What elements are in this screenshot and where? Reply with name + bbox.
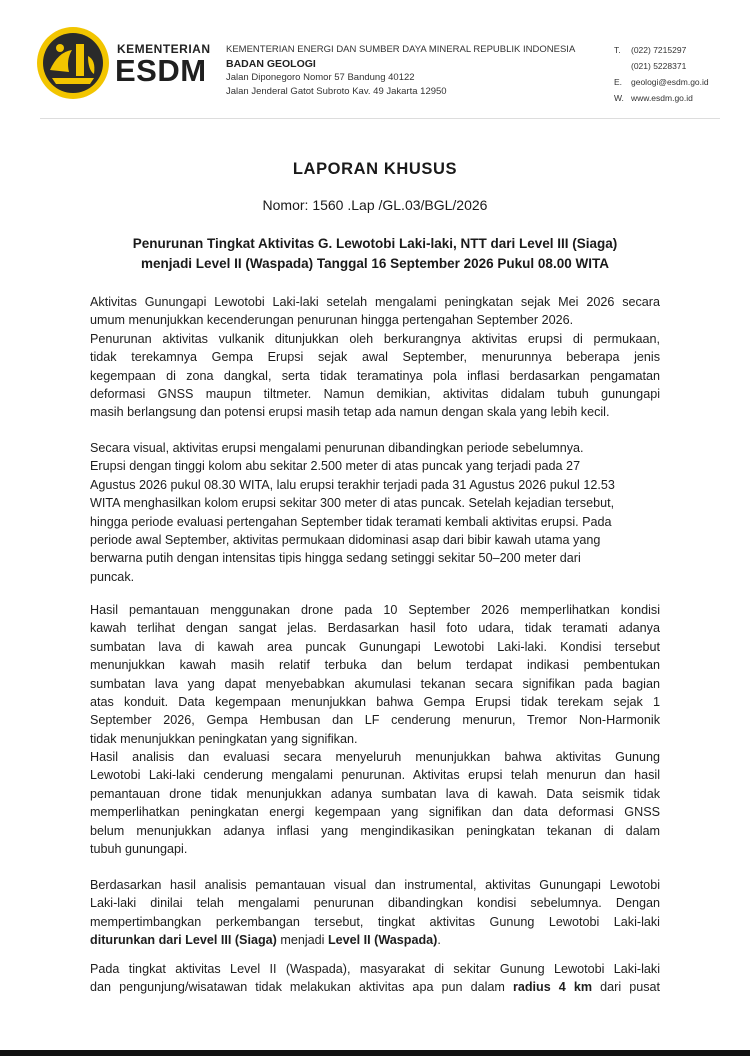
contact-website	[614, 90, 744, 106]
paragraph-2	[90, 439, 660, 586]
text-line: mempertimbangkan perkembangan tersebut, tingkat aktivitas Gunung Lewotobi Laki-laki	[90, 914, 660, 929]
text-fragment: menjadi	[276, 933, 328, 948]
brand-top-text: KEMENTERIAN	[117, 42, 211, 56]
ministry-name: KEMENTERIAN ENERGI DAN SUMBER DAYA MINERAL REPUBLIK INDONESIA	[226, 44, 576, 55]
address-line-2: Jalan Jenderal Gatot Subroto Kav. 49 Jakarta 12950	[226, 86, 447, 97]
contact-key: W.	[614, 93, 624, 103]
text-line: tubuh gunungapi.	[90, 842, 188, 857]
organization-info	[226, 43, 606, 99]
report-title: LAPORAN KHUSUS	[292, 160, 458, 178]
report-subject	[70, 234, 680, 274]
text-line: periode awal September, aktivitas permukaan didominasi asap dari bibir kawah utama yang	[90, 533, 601, 548]
paragraph-6	[90, 960, 660, 997]
text-line: Penurunan aktivitas vulkanik ditunjukkan oleh berkurangnya aktivitas erupsi di permukaan,	[90, 331, 660, 346]
text-line: kawah terlihat dengan sangat jelas. Berdasarkan hasil foto udara, tidak teramati adanya	[90, 621, 660, 636]
text-fragment: dan pengunjung/wisatawan tidak melakukan aktivitas apa pun dalam	[90, 980, 513, 995]
text-line: belum menunjukkan adanya inflasi yang mengindikasikan peningkatan tekanan di dalam	[90, 823, 660, 838]
brand-main-text: ESDM	[115, 53, 207, 88]
contact-value: (022) 7215297	[631, 45, 687, 55]
text-line: Hasil analisis dan evaluasi secara menyeluruh menunjukkan bahwa aktivitas Gunung	[90, 750, 660, 764]
text-line: masih berlangsung dan potensi erupsi masih tetap ada namun dengan skala yang lebih kecil.	[90, 405, 610, 420]
contact-info	[614, 42, 744, 106]
text-line: Hasil pemantauan menggunakan drone pada 10 September 2026 memperlihatkan kondisi	[90, 603, 660, 617]
text-line	[90, 978, 660, 996]
text-line: umum menunjukkan kecenderungan penurunan hingga pertengahan September 2026.	[90, 313, 574, 328]
subject-line-1: Penurunan Tingkat Aktivitas G. Lewotobi Laki-laki, NTT dari Level III (Siaga)	[132, 236, 618, 251]
agency-name: BADAN GEOLOGI	[226, 58, 316, 70]
text-line	[90, 931, 660, 949]
text-line: Erupsi dengan tinggi kolom abu sekitar 2.500 meter di atas puncak yang terjadi pada 27	[90, 459, 581, 474]
page-bottom-edge	[0, 1050, 750, 1056]
text-line: pemantauan drone tidak menunjukkan adanya sumbatan lava di kawah. Data seismik tidak	[90, 786, 660, 801]
text-line: Secara visual, aktivitas erupsi mengalami penurunan dibandingkan periode sebelumnya.	[90, 441, 584, 455]
text-fragment: dari pusat	[592, 980, 661, 995]
downgrade-to-text: Level II (Waspada)	[327, 933, 438, 948]
text-line: memperlihatkan peningkatan energi kegempaan yang signifikan dan data deformasi GNSS	[90, 805, 660, 820]
contact-key: E.	[614, 77, 623, 87]
text-line: berwarna putih dengan intensitas tipis hingga sedang setinggi sekitar 50–200 meter dari	[90, 551, 581, 566]
paragraph-1	[90, 293, 660, 422]
text-line: Berdasarkan hasil analisis pemantauan visual dan instrumental, aktivitas Gunungapi Lewotobi	[90, 878, 660, 892]
text-line: Laki-laki dinilai telah mengalami penurunan dibandingkan kondisi sebelumnya. Dengan	[90, 896, 660, 911]
contact-email	[614, 74, 744, 90]
header-divider	[40, 118, 720, 119]
subject-line-2: menjadi Level II (Waspada) Tanggal 16 September 2026 Pukul 08.00 WITA	[141, 256, 609, 271]
contact-value: geologi@esdm.go.id	[631, 77, 709, 87]
text-line: Lewotobi Laki-laki cenderung mengalami penurunan. Aktivitas erupsi telah menurun dan hasil	[90, 768, 660, 783]
text-line: WITA menghasilkan kolom erupsi sekitar 300 meter di atas puncak. Setelah kejadian tersebut,	[90, 496, 615, 511]
text-line: sumbatan lava yang dapat menyebabkan akumulasi tekanan secara signifikan pada bagian	[90, 676, 660, 691]
text-line: puncak.	[90, 569, 135, 584]
contact-key: T.	[614, 45, 621, 55]
text-line: Pada tingkat aktivitas Level II (Waspada), masyarakat di sekitar Gunung Lewotobi Laki-laki	[90, 962, 660, 976]
contact-phone-2	[614, 58, 744, 74]
text-line: hingga periode evaluasi pertengahan September tidak teramati kembali aktivitas erupsi. Pada	[90, 514, 612, 529]
text-line: Agustus 2026 pukul 08.30 WITA, lalu erupsi terakhir terjadi pada 31 Agustus 2026 pukul 12.53	[90, 477, 615, 492]
downgrade-from-text: diturunkan dari Level III (Siaga)	[90, 933, 277, 948]
text-line: deformasi GNSS maupun tiltmeter. Namun demikian, aktivitas didalam tubuh gunungapi	[90, 387, 660, 402]
paragraph-5	[90, 876, 660, 950]
text-line: sumbatan lava di kawah area puncak Gunungapi Lewotobi Laki-laki. Kondisi tersebut	[90, 639, 660, 654]
text-line: menunjukkan kawah masih relatif terbuka dan belum terdapat indikasi pembentukan	[90, 658, 660, 673]
radius-text: radius 4 km	[512, 980, 593, 995]
contact-value: (021) 5228371	[631, 61, 687, 71]
text-line: kegempaan di zona dangkal, serta tidak teramatinya pola inflasi berdasarkan pengamatan	[90, 368, 660, 383]
text-line: September 2026, Gempa Hembusan dan LF cenderung menurun, Tremor Non-Harmonik	[90, 713, 660, 728]
paragraph-4	[90, 748, 660, 858]
text-fragment: .	[437, 933, 441, 948]
text-line: tidak terekamnya Gempa Erupsi sejak awal September, menurunnya beberapa jenis	[90, 350, 660, 365]
paragraph-3	[90, 601, 660, 748]
address-line-1: Jalan Diponegoro Nomor 57 Bandung 40122	[226, 72, 415, 83]
esdm-logo-icon	[36, 26, 110, 100]
text-line: atas konduit. Data kegempaan menunjukkan bahwa Gempa Erupsi tidak terekam sejak 1	[90, 695, 660, 710]
report-number: Nomor: 1560 .Lap /GL.03/BGL/2026	[262, 197, 488, 213]
text-line: tidak menunjukkan peningkatan yang signifikan.	[90, 731, 358, 746]
text-line: Aktivitas Gunungapi Lewotobi Laki-laki setelah mengalami peningkatan sejak Mei 2026 secara	[90, 295, 660, 309]
letterhead	[0, 0, 750, 120]
contact-key	[614, 58, 631, 74]
contact-value: www.esdm.go.id	[631, 93, 693, 103]
contact-phone-1	[614, 42, 744, 58]
